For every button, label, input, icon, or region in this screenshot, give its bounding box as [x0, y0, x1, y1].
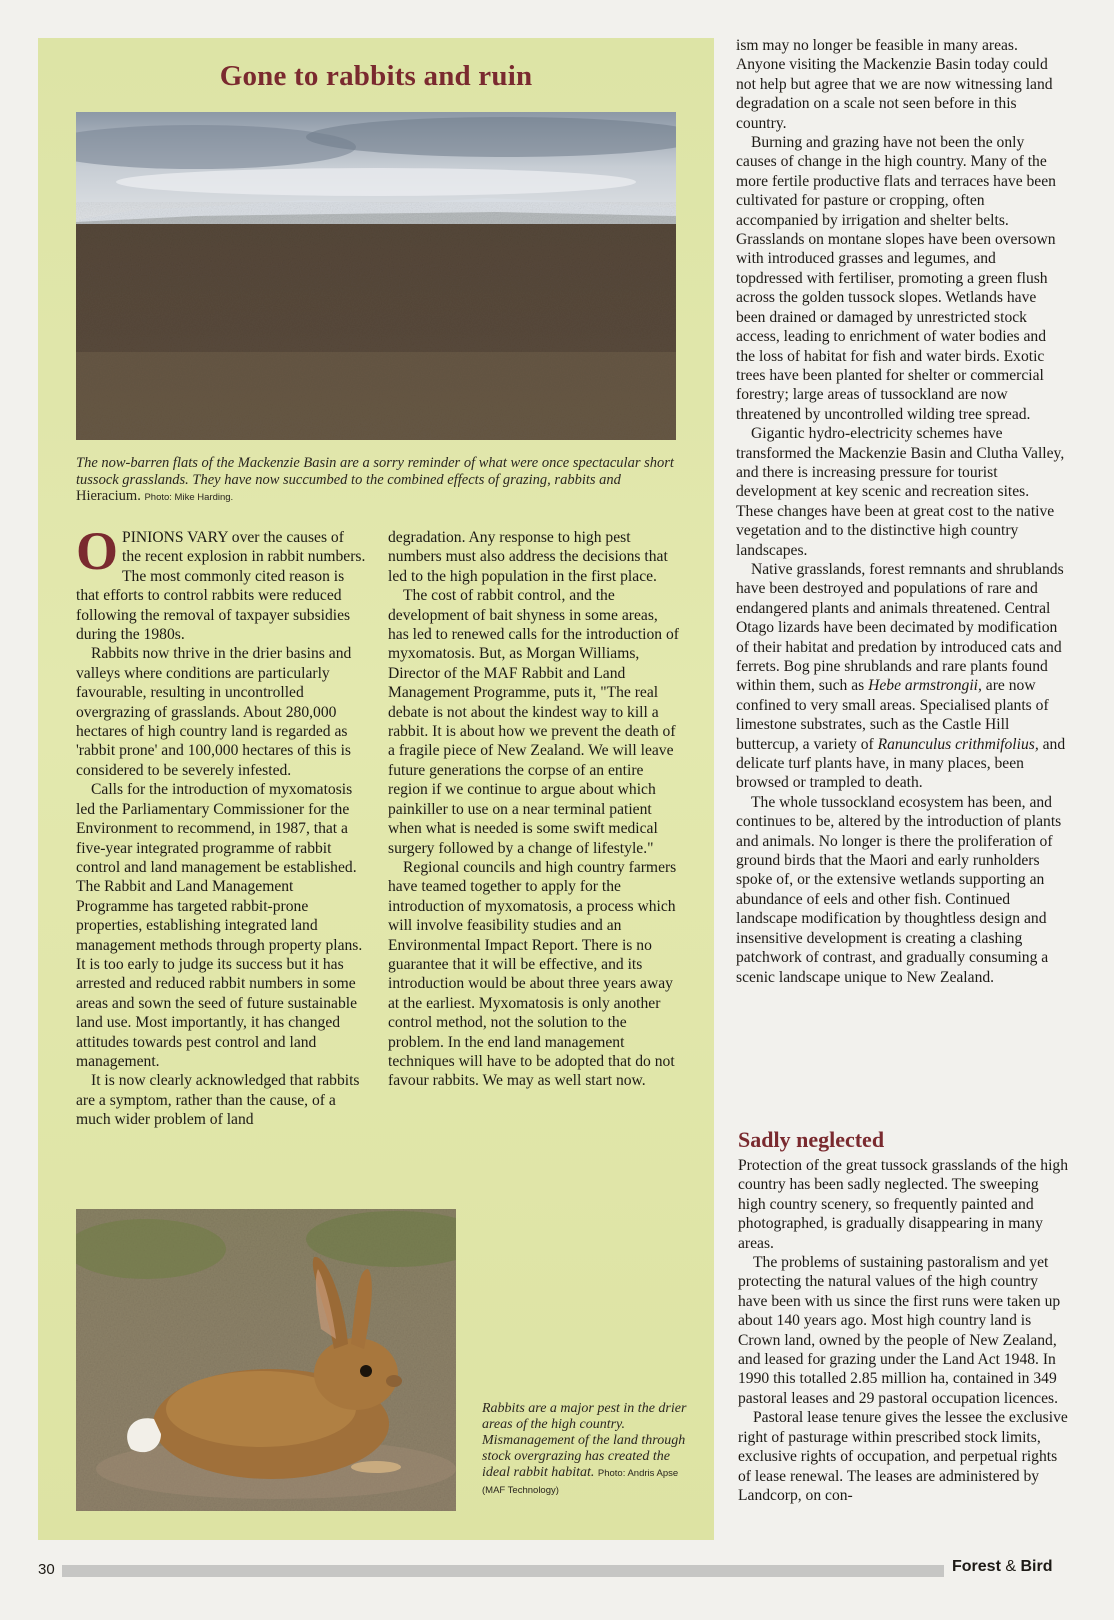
paragraph: Gigantic hydro-electricity schemes have transformed the Mackenzie Basin and Clutha Valley, and there is increasing pressure for tourist development at key scenic and recreation sites. These changes have been at great cost to the native vegetation and to the distinctive high country landscapes.: [736, 425, 1065, 559]
drop-cap: O: [76, 521, 119, 581]
photo-credit: Photo: Mike Harding.: [144, 492, 234, 503]
paragraph: It is now clearly acknowledged that rabbits are a symptom, rather than the cause, of a much wider problem of land: [76, 1072, 360, 1129]
paragraph: Calls for the introduction of myxomatosis led the Parliamentary Commissioner for the Environment to recommend, in 1987, that a five-year integrated programme of rabbit control and land management be established. The Rabbit and Land Management Programme has targeted rabbit-prone properties, establishing integrated land management methods through property plans. It is too early to judge its success but it has arrested and reduced rabbit numbers in some areas and sown the seed of future sustainable land use. Most importantly, it has changed attitudes towards pest control and land management.: [76, 781, 363, 1070]
paragraph: Regional councils and high country farmers have teamed together to apply for the introduction of myxomatosis, a process which will involve feasibility studies and an Environmental Impact Report. There is no guarantee that it will be effective, and its introduction would be about three years away at the earliest. Myxomatosis is only another control method, not the solution to the problem. In the end land management techniques will have to be adopted that do not favour rabbits. We may as well start now.: [388, 858, 677, 1090]
lead-text: PINIONS VARY over the causes of the recent explosion in rabbit numbers. The most commonly cited reason is that efforts to control rabbits were reduced following the removal of taxpayer subsidies during the 1980s.: [76, 529, 366, 644]
paragraph: degradation. Any response to high pest numbers must also address the decisions that led to the high population in the first place.: [388, 529, 668, 585]
caption-genus: Hieracium.: [76, 488, 141, 504]
page-number: 30: [38, 1561, 55, 1578]
rabbit-photo-caption: [482, 1401, 692, 1499]
paragraph: The whole tussockland ecosystem has been, and continues to be, altered by the introduction of plants and animals. No longer is there the proliferation of ground birds that the Maori and early runholders spoke of, or the extensive wetlands supporting an abundance of eels and other fish. Continued landscape modification by thoughtless design and insensitive development is creating a clashing patchwork of contrast, and gradually consuming a scenic landscape unique to New Zealand.: [736, 793, 1062, 986]
lead-paragraph: [76, 521, 366, 644]
article-column-1: [76, 521, 366, 1130]
species-name: Ranunculus crithmifolius,: [877, 735, 1039, 753]
paragraph: [736, 560, 1066, 793]
section-body: [738, 1156, 1068, 1505]
section-heading: Sadly neglected: [738, 1127, 885, 1152]
magazine-name-part: Forest: [952, 1558, 1001, 1575]
magazine-name: [952, 1558, 1052, 1576]
mackenzie-basin-photo: [76, 112, 676, 440]
footer-rule: [62, 1565, 944, 1577]
rabbit-photo: [76, 1209, 456, 1511]
text-run: Native grasslands, forest remnants and shrublands have been destroyed and populations of rare and endangered plants and animals threatened. Central Otago lizards have been decimated by modification of their habitat and predation by introduced cats and ferrets. Bog pine shrublands and rare plants found within them, such as: [736, 560, 1064, 695]
photo-credit: Photo: Andris Apse (MAF Technology): [482, 1468, 679, 1496]
paragraph: The cost of rabbit control, and the development of bait shyness in some areas, has led to renewed calls for the introduction of myxomatosis. But, as Morgan Williams, Director of the MAF Rabbit and Land Management Programme, puts it, "The real debate is not about the kindest way to kill a rabbit. It is about how we prevent the death of a fragile piece of New Zealand. We will leave future generations the corpse of an entire region if we continue to argue about which painkiller to use on a near terminal patient when what is needed is some swift medical surgery followed by a change of lifestyle.": [388, 587, 679, 857]
article-title: Gone to rabbits and ruin: [219, 60, 533, 92]
magazine-ampersand: &: [1000, 1558, 1021, 1575]
paragraph: Rabbits now thrive in the drier basins and valleys where conditions are particularly favourable, resulting in uncontrolled overgrazing of grasslands. About 280,000 hectares of high country land is regarded as 'rabbit prone' and 100,000 hectares of this is considered to be severely infested.: [76, 645, 352, 779]
species-name: Hebe armstrongii,: [868, 677, 982, 695]
magazine-name-part: Bird: [1020, 1558, 1053, 1575]
text-run: and delicate turf plants have, in many places, been browsed or trampled to death.: [736, 735, 1066, 792]
paragraph: ism may no longer be feasible in many areas. Anyone visiting the Mackenzie Basin today could not help but agree that we are now witnessing land degradation on a scale not seen before in this country.: [736, 37, 1053, 132]
text-run: are now confined to very small areas. Specialised plants of limestone substrates, such as the Castle Hill buttercup, a variety of: [736, 677, 1049, 753]
caption-text: Rabbits are a major pest in the drier areas of the high country. Mismanagement of the land through stock overgrazing has created the ideal rabbit habitat.: [482, 1401, 687, 1480]
caption-text: The now-barren flats of the Mackenzie Basin are a sorry reminder of what were once spectacular short tussock grasslands. They have now succumbed to the combined effects of grazing, rabbits and: [76, 455, 674, 488]
paragraph: Pastoral lease tenure gives the lessee the exclusive right of pasturage within prescribed stock limits, exclusive rights of occupation, and perpetual rights of lease renewal. The leases are administered by Landcorp, on con-: [738, 1409, 1068, 1504]
paragraph: The problems of sustaining pastoralism and yet protecting the natural values of the high country have been with us since the first runs were taken up about 140 years ago. Most high country land is Crown land, owned by the people of New Zealand, and leased for grazing under the Land Act 1948. In 1990 this totalled 2.85 million ha, contained in 349 pastoral leases and 29 pastoral occupation licences.: [738, 1254, 1061, 1407]
article-column-3: [736, 36, 1066, 987]
photo-caption: [76, 455, 686, 507]
paragraph: Burning and grazing have not been the only causes of change in the high country. Many of the more fertile productive flats and terraces have been cultivated for pasture or cropping, often accompanied by irrigation and shelter belts. Grasslands on montane slopes have been oversown with introduced grasses and legumes, and topdressed with fertiliser, promoting a green flush across the golden tussock slopes. Wetlands have been drained or damaged by unrestricted stock access, leading to enrichment of water bodies and the loss of habitat for fish and water birds. Exotic trees have been planted for shelter or commercial forestry; large areas of tussockland are now threatened by uncontrolled wilding tree spread.: [736, 134, 1056, 423]
article-column-2: [388, 528, 680, 1091]
paragraph: Protection of the great tussock grasslands of the high country has been sadly neglected. The sweeping high country scenery, so frequently painted and photographed, is gradually disappearing in many areas.: [738, 1157, 1068, 1252]
